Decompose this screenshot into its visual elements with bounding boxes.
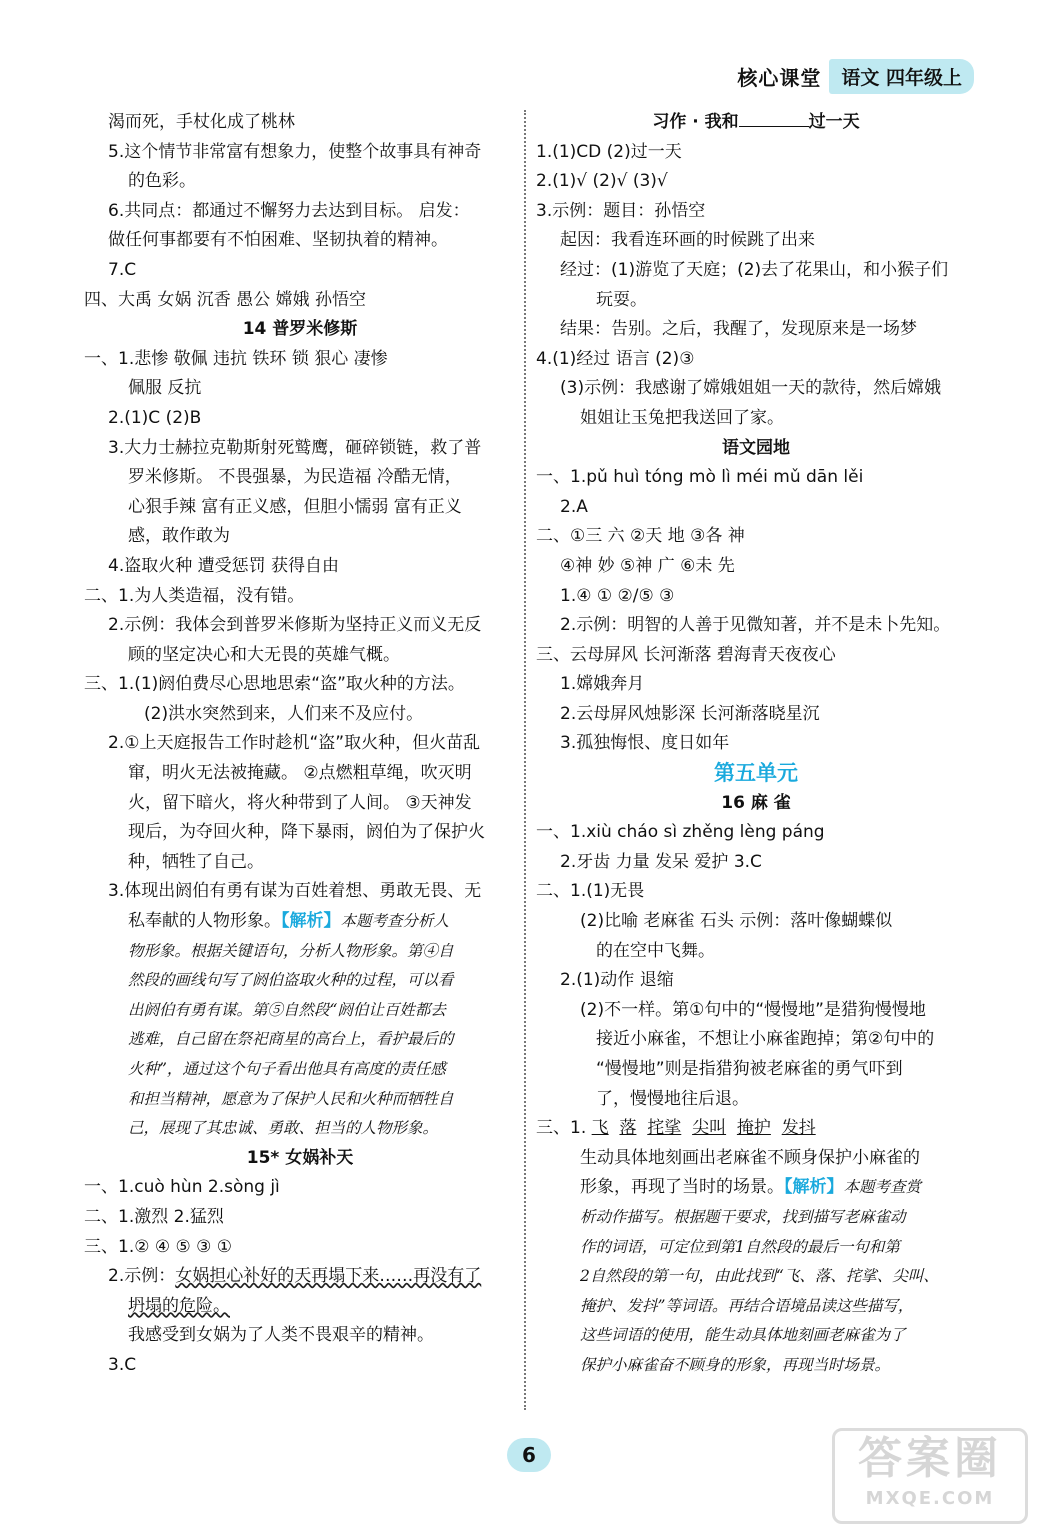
answer-text: 三、1. xyxy=(536,1118,587,1139)
analysis-line: 析动作描写。根据题干要求，找到描写老麻雀动 xyxy=(580,1207,906,1226)
answer-line: 感，敢作敢为 xyxy=(128,526,230,547)
answer-line: 2.(1)C (2)B xyxy=(108,407,202,428)
answer-line: 接近小麻雀，不想让小麻雀跑掉；第②句中的 xyxy=(596,1029,935,1050)
underlined-word: 挓挲 xyxy=(647,1118,682,1139)
answer-line: 结果：告别。之后，我醒了，发现原来是一场梦 xyxy=(560,319,917,340)
page-number: 6 xyxy=(507,1438,551,1472)
answer-line: 了，慢慢地往后退。 xyxy=(596,1088,749,1109)
answer-line: 现后，为夺回火种，降下暴雨，阏伯为了保护火 xyxy=(128,822,485,843)
lesson-title xyxy=(536,108,976,138)
answer-line: 玩耍。 xyxy=(596,289,647,310)
analysis-line: 然段的画线句写了阏伯盗取火种的过程，可以看 xyxy=(128,971,454,990)
answer-line: 心狠手辣 富有正义感，但胆小懦弱 富有正义 xyxy=(128,496,462,517)
answer-line: 2.牙齿 力量 发呆 爱护 3.C xyxy=(560,851,762,872)
answer-line: 的色彩。 xyxy=(128,171,196,192)
underlined-word: 发抖 xyxy=(781,1118,816,1139)
underlined-word: 落 xyxy=(619,1118,637,1139)
analysis-text: 本题考查分析人 xyxy=(340,912,450,931)
watermark-logo-text: 答案圈 xyxy=(858,1433,1002,1484)
answer-line: 一、1.cuò hùn 2.sòng jì xyxy=(84,1177,280,1198)
answer-line: (3)示例：我感谢了嫦娥姐姐一天的款待，然后嫦娥 xyxy=(560,378,942,399)
unit-title: 第五单元 xyxy=(714,761,798,786)
answer-line: 二、1.激烈 2.猛烈 xyxy=(84,1206,224,1227)
answer-text: 2.示例： xyxy=(108,1266,176,1287)
answer-line: 2.A xyxy=(560,496,588,517)
answer-line: 生动具体地刻画出老麻雀不顾身保护小麻雀的 xyxy=(580,1147,920,1168)
answer-line: 2.示例：明智的人善于见微知著，并不是未卜先知。 xyxy=(560,615,951,636)
answer-line: 火，留下暗火，将火种带到了人间。 ③天神发 xyxy=(128,792,472,813)
answer-line: (2)比喻 老麻雀 石头 示例：落叶像蝴蝶似 xyxy=(580,911,893,932)
answer-line: 窜，明火无法被掩藏。 ②点燃粗草绳，吹灭明 xyxy=(128,763,472,784)
answer-line: 二、1.为人类造福，没有错。 xyxy=(84,585,305,606)
page-header xyxy=(737,58,974,94)
underlined-word: 飞 xyxy=(591,1118,609,1139)
answer-line: 3.C xyxy=(108,1354,137,1375)
analysis-line: 2自然段的第一句，由此找到“飞、落、挓挲、尖叫、 xyxy=(580,1267,939,1286)
lesson-title: 15* 女娲补天 xyxy=(246,1147,354,1168)
answer-line: 二、①三 六 ②天 地 ③各 神 xyxy=(536,526,745,547)
analysis-line: 保护小麻雀奋不顾身的形象，再现当时场景。 xyxy=(580,1355,891,1374)
answer-line: 的在空中飞舞。 xyxy=(596,940,715,961)
answer-line: 起因：我看连环画的时候跳了出来 xyxy=(560,230,815,251)
underlined-word: 掩护 xyxy=(736,1118,771,1139)
analysis-line: 物形象。根据关键语句，分析人物形象。第④自 xyxy=(128,941,454,960)
answer-line: 6.共同点：都通过不懈努力去达到目标。 启发： xyxy=(108,200,470,221)
answer-line: 种，牺牲了自己。 xyxy=(128,851,264,872)
answer-line: ④神 妙 ⑤神 广 ⑥未 先 xyxy=(560,555,735,576)
answer-line: 姐姐让玉兔把我送回了家。 xyxy=(580,407,784,428)
analysis-line: 己，展现了其忠诚、勇敢、担当的人物形象。 xyxy=(128,1119,439,1138)
answer-line: 顾的坚定决心和大无畏的英雄气概。 xyxy=(128,644,400,665)
answer-text: 私奉献的人物形象。 xyxy=(128,911,281,932)
fill-blank xyxy=(739,108,809,127)
analysis-line: 出阏伯有勇有谋。第⑤自然段“阏伯让百姓都去 xyxy=(128,1000,446,1019)
answer-line: 5.这个情节非常富有想象力，使整个故事具有神奇 xyxy=(108,141,482,162)
right-column xyxy=(536,108,976,1381)
answer-line: 一、1.悲惨 敬佩 违抗 铁环 锁 狠心 凄惨 xyxy=(84,348,388,369)
answer-line: 1.(1)CD (2)过一天 xyxy=(536,141,682,162)
answer-line: 3.大力士赫拉克勒斯射死鹫鹰，砸碎锁链，救了普 xyxy=(108,437,482,458)
analysis-line: 掩护、发抖”等词语。再结合语境品读这些描写， xyxy=(580,1296,914,1315)
answer-line: 2.示例：我体会到普罗米修斯为坚持正义而义无反 xyxy=(108,615,482,636)
title-suffix: 过一天 xyxy=(808,112,860,132)
answer-line: 3.孤独悔恨、度日如年 xyxy=(560,733,730,754)
answer-line xyxy=(536,1173,976,1203)
answer-line: “慢慢地”则是指猎狗被老麻雀的勇气吓到 xyxy=(596,1059,903,1079)
watermark-url: MXQE.COM xyxy=(865,1488,995,1509)
book-brand: 核心课堂 xyxy=(737,65,822,90)
answer-text: 形象，再现了当时的场景。 xyxy=(580,1177,784,1198)
answer-line: (2)洪水突然到来，人们来不及应付。 xyxy=(144,703,424,724)
lesson-title: 14 普罗米修斯 xyxy=(242,319,358,340)
answer-line: 1.嫦娥奔月 xyxy=(560,674,645,695)
answer-line: 7.C xyxy=(108,259,137,280)
answer-line: 1.④ ① ②/⑤ ③ xyxy=(560,585,675,606)
analysis-line: 作的词语，可定位到第1自然段的最后一句和第 xyxy=(580,1237,900,1256)
left-column xyxy=(84,108,516,1381)
analysis-line: 逃难，自己留在祭祀商星的高台上，看护最后的 xyxy=(128,1030,454,1049)
subject-grade-tag: 语文 四年级上 xyxy=(829,59,974,94)
analysis-line: 这些词语的使用，能生动具体地刻画老麻雀为了 xyxy=(580,1326,906,1345)
answer-line xyxy=(84,1292,516,1322)
title-prefix: 习作 · 我和 xyxy=(652,112,739,132)
lesson-title: 16 麻 雀 xyxy=(721,792,791,813)
answer-line: 2.云母屏风烛影深 长河渐落晓星沉 xyxy=(560,703,820,724)
site-watermark xyxy=(832,1428,1028,1524)
wavy-underlined-text: 女娲担心补好的天再塌下来……再没有了 xyxy=(175,1266,482,1287)
answer-line xyxy=(84,1262,516,1292)
answer-line: 渴而死，手杖化成了桃林 xyxy=(108,112,295,132)
answer-line: 2.(1)动作 退缩 xyxy=(560,970,674,991)
underlined-word: 尖叫 xyxy=(692,1118,727,1139)
analysis-text: 本题考查赏 xyxy=(843,1178,922,1197)
analysis-line: 火种”，通过这个句子看出他具有高度的责任感 xyxy=(128,1060,446,1078)
answer-line: 4.(1)经过 语言 (2)③ xyxy=(536,348,695,369)
column-divider xyxy=(524,110,526,1410)
answer-line: 3.示例：题目：孙悟空 xyxy=(536,200,706,221)
answer-line: 3.体现出阏伯有勇有谋为百姓着想、勇敢无畏、无 xyxy=(108,881,482,902)
answer-line: 三、1.(1)阏伯费尽心思地思索“盗”取火种的方法。 xyxy=(84,674,465,695)
answer-line xyxy=(84,907,516,937)
answer-line: 一、1.xiù cháo sì zhěng lèng páng xyxy=(536,822,825,843)
answer-line: 我感受到女娲为了人类不畏艰辛的精神。 xyxy=(128,1325,434,1346)
analysis-line: 和担当精神，愿意为了保护人民和火种而牺牲自 xyxy=(128,1089,454,1108)
answer-line: 2.(1)√ (2)√ (3)√ xyxy=(536,171,668,192)
answer-line: (2)不一样。第①句中的“慢慢地”是猎狗慢慢地 xyxy=(580,999,926,1020)
answer-line: 一、1.pǔ huì tóng mò lì méi mǔ dān lěi xyxy=(536,467,864,488)
answer-line: 4.盗取火种 遭受惩罚 获得自由 xyxy=(108,555,340,576)
section-title: 语文园地 xyxy=(722,437,790,458)
answer-line: 四、大禹 女娲 沉香 愚公 嫦娥 孙悟空 xyxy=(84,289,367,310)
answer-line: 三、云母屏风 长河渐落 碧海青天夜夜心 xyxy=(536,644,836,665)
answer-line: 罗米修斯。 不畏强暴，为民造福 冷酷无情， xyxy=(128,467,462,488)
answer-line: 二、1.(1)无畏 xyxy=(536,881,645,902)
analysis-tag: 【解析】 xyxy=(784,1177,844,1198)
answer-line: 做任何事都要有不怕困难、坚韧执着的精神。 xyxy=(108,230,448,251)
answer-line: 佩服 反抗 xyxy=(128,378,202,399)
wavy-underlined-text: 坍塌的危险。 xyxy=(128,1295,230,1316)
answer-line: 三、1.② ④ ⑤ ③ ① xyxy=(84,1236,233,1257)
analysis-tag: 【解析】 xyxy=(281,911,341,932)
answer-line: 经过：(1)游览了天庭；(2)去了花果山，和小猴子们 xyxy=(560,259,949,280)
answer-line: 2.①上天庭报告工作时趁机“盗”取火种，但火苗乱 xyxy=(108,733,481,754)
answer-line xyxy=(536,1114,976,1144)
